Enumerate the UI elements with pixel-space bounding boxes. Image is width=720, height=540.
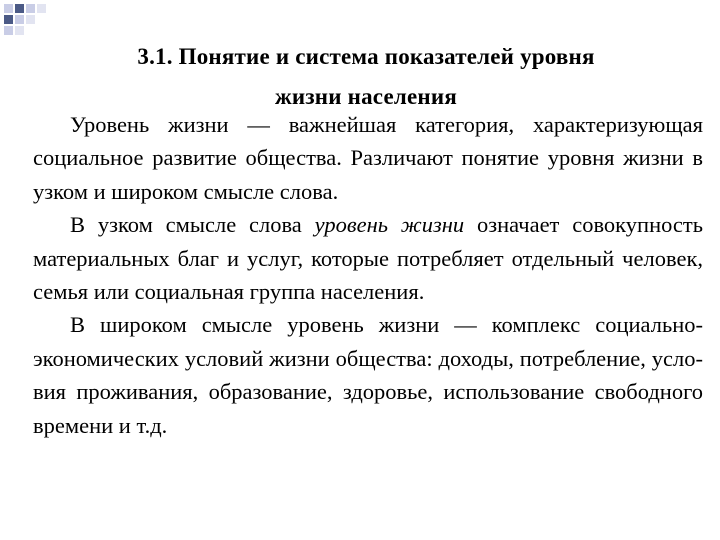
corner-square [26, 15, 35, 24]
corner-square [15, 4, 24, 13]
paragraph-narrow-sense [33, 208, 703, 308]
paragraph-narrow-sense-start: В узком смысле слова [70, 212, 315, 238]
corner-square [15, 26, 24, 35]
corner-decoration [0, 0, 64, 40]
corner-square [37, 4, 46, 13]
slide-title [30, 37, 702, 117]
corner-square [4, 4, 13, 13]
paragraph-narrow-sense-end: означает совокупность материальных благ и услуг, которые потребляет отдельный человек, семья или социальная группа населения. [33, 212, 703, 305]
paragraph-broad-sense: В широком смысле уровень жизни — комплекс социально-экономических условий жизни общества: доходы, потребление, усло-вия проживания, образование, здоровье, использование свободного времени и т.д. [33, 312, 703, 438]
paragraph-definition: Уровень жизни — важнейшая категория, характеризующая социальное развитие общества. Различают понятие уровня жизни в узком и широком смысле слова. [33, 112, 703, 204]
title-line-1: 3.1. Понятие и система показателей уровня [137, 44, 595, 69]
slide-body [33, 108, 703, 442]
corner-square [4, 26, 13, 35]
corner-square [4, 15, 13, 24]
title-line-2: жизни населения [275, 84, 457, 109]
corner-square [15, 15, 24, 24]
term-living-standard: уровень жизни [314, 212, 465, 238]
corner-square [26, 4, 35, 13]
